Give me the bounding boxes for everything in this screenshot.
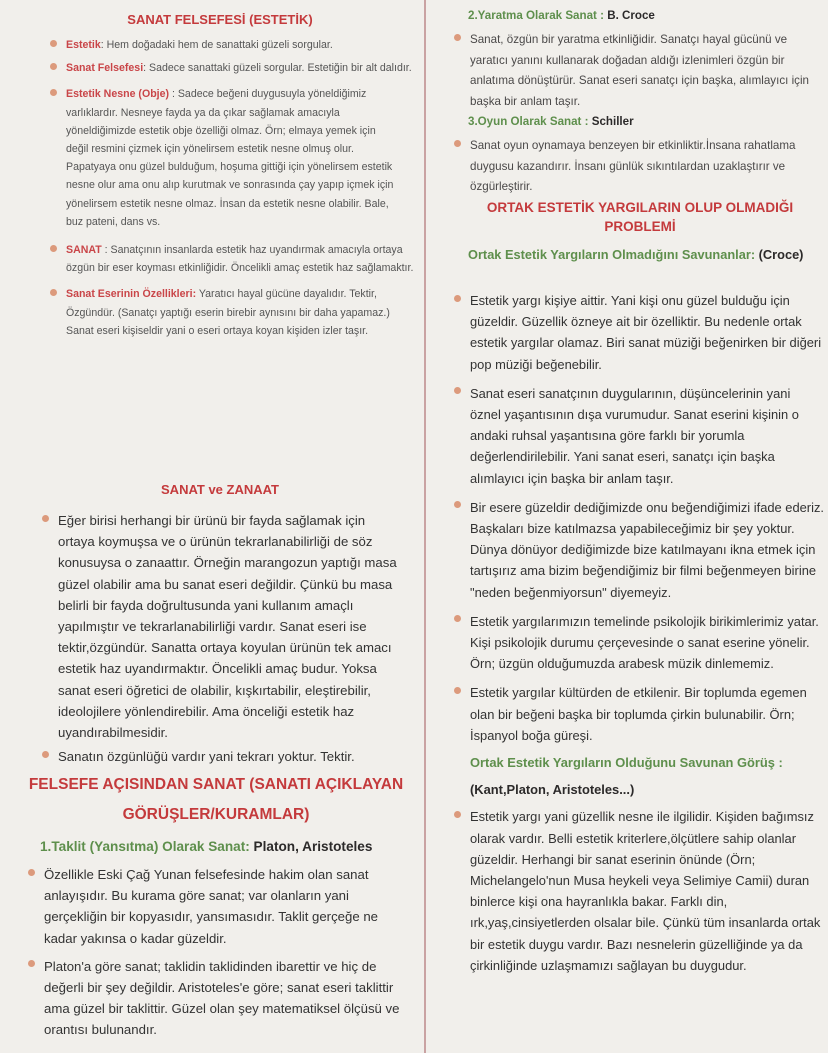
bullet-icon — [28, 869, 35, 876]
list-item — [38, 746, 408, 767]
definition-term: Estetik — [66, 39, 101, 51]
bullet-icon — [454, 811, 461, 818]
column-divider — [424, 0, 426, 1053]
bullet-icon — [454, 387, 461, 394]
definition-item — [46, 285, 416, 340]
olmadigi-name: (Croce) — [755, 247, 804, 262]
oyun-item — [450, 136, 820, 198]
bullet-icon — [50, 89, 57, 96]
definition-item — [46, 36, 416, 54]
list-item — [450, 497, 824, 603]
bullet-icon — [42, 515, 49, 522]
list-item — [450, 290, 824, 375]
yaratma-heading — [468, 6, 818, 27]
list-item-text: Estetik yargılar kültürden de etkilenir. Bir toplumda egemen olan bir beğeni başka bir toplumda çirkin bulunabilir. Örn; İspanyol boğa güreşi. — [470, 685, 807, 743]
list-item-text: Sanat, özgün bir yaratma etkinliğidir. Sanatçı hayal gücünü ve yaratıcı yanını kullanarak doğadan aldığı izlenimleri özgün bir anlatıma dönüştürür. Sanat eseri sanatçı için başka, alımlayıcı için başka bir anlam taşır. — [470, 33, 809, 108]
definition-term: Estetik Nesne (Obje) — [66, 88, 170, 101]
bullet-icon — [454, 34, 461, 41]
section-title-kuramlar: FELSEFE AÇISINDAN SANAT (SANATI AÇIKLAYAN GÖRÜŞLER/KURAMLAR) — [28, 776, 404, 823]
oyun-name: Schiller — [588, 115, 634, 128]
oldugu-heading: Ortak Estetik Yargıların Olduğunu Savunan Görüş : — [470, 755, 783, 771]
olmadigi-list — [450, 290, 824, 976]
taklit-names: Platon, Aristoteles — [249, 839, 373, 854]
bullet-icon — [454, 687, 461, 694]
oyun-label: 3.Oyun Olarak Sanat : — [468, 115, 589, 128]
list-item-text: Estetik yargı kişiye aittir. Yani kişi onu güzel bulduğu için güzeldir. Güzellik özneye ait bir özelliktir. Bu nedenle ortak estetik yargılar olamaz. Biri sanat müziği beğenirken bir diğeri pop müziği beğenebilir. — [470, 293, 822, 372]
list-item — [24, 864, 408, 949]
oldugu-names: (Kant,Platon, Aristoteles...) — [470, 782, 635, 798]
list-item-text: Platon'a göre sanat; taklidin taklidinden ibarettir ve hiç de değerli bir şey değildir. Aristoteles'e göre; sanat eseri taklittir ama güzel bir taklittir. Güzel olan şey matematiksel ölçüsü ve orantısı bulunandır. — [44, 958, 400, 1038]
definition-item — [46, 59, 416, 77]
list-item — [24, 956, 408, 1041]
definition-item — [46, 241, 416, 277]
list-item — [450, 806, 824, 976]
bullet-icon — [50, 40, 57, 47]
definition-term: SANAT — [66, 244, 102, 257]
definition-item — [46, 85, 416, 231]
definition-term: Sanat Felsefesi — [66, 62, 144, 75]
list-item-text: Sanat oyun oynamaya benzeyen bir etkinliktir.İnsana rahatlama duygusu kazandırır. İnsanı günlük sıkıntılardan uzaklaştırır ve özgürleştirir. — [470, 139, 796, 193]
definition-text: Yaratıcı hayal gücüne dayalıdır. Tektir, Özgündür. (Sanatçı yaptığı eserin birebir aynısını bir daha yapamaz.) Sanat eseri kişiseldir yani o eseri ortaya koyan kişiden izler taşır. — [66, 288, 390, 337]
taklit-label: 1.Taklit (Yansıtma) Olarak Sanat: — [40, 839, 250, 854]
bullet-icon — [50, 245, 57, 252]
section-title-zanaat: SANAT ve ZANAAT — [161, 482, 279, 497]
definition-text: : Sadece beğeni duygusuyla yöneldiğimiz varlıklardır. Nesneye fayda ya da çıkar sağlamak amacıyla yöneldiğimizde estetik obje özelliği olmaz. Örn; elmaya yemek için değil resmini çizmek için yönelirsem estetik nesne olmuş olur. Papatyaya onu güzel bulduğum, hoşuma gittiği için yönelirsem estetik nesne olur ama onu alıp kurutmak ve sonrasında çay yapıp içmek için yönelirsem estetik nesne olmaz. İnsan da estetik nesne olabilir. Bale, buz pateni, dans vs. — [66, 88, 394, 228]
list-item-text: Estetik yargılarımızın temelinde psikolojik birikimlerimiz yatar. Kişi psikolojik durumu çerçevesinde o sanat eserine yönelir. Örn; üzgün olduğumuzda arabesk müzik dinlememiz. — [470, 613, 819, 672]
list-item — [450, 611, 824, 675]
list-item-text: Bir esere güzeldir dediğimizde onu beğendiğimizi ifade ederiz. Başkaları bize katılmazsa yapabileceğimiz bir şey yoktur. Dünya dönüyor dediğimizde bize katılmayanı ikna etmek için tartışırız ama bizim beğendiğimiz bir filmi beğenmeyen birine "neden beğenmiyorsun" diyemeyiz. — [470, 499, 824, 600]
olmadigi-label: Ortak Estetik Yargıların Olmadığını Savunanlar: — [468, 247, 756, 262]
bullet-icon — [42, 751, 49, 758]
list-item-text: Estetik yargı yani güzellik nesne ile ilgilidir. Kişiden bağımsız olarak vardır. Belli estetik kriterlere,ölçütlere sahip olanlar güzeldir. Herhangi bir sanat eserinin önünde (Örn; Michelangelo'nun Musa heykeli veya Selimiye Camii) duran binlerce kişi ona hayranlıkla bakar. Farklı din, ırk,yaş,cinsiyetlerden olsalar bile. Çünkü tüm insanlarda ortak bir estetik duygu vardır. Bazı nesnelerin güzelliğinde ya da çirkinliğinde uzlaşmamızı sağlayan bu duygudur. — [470, 809, 821, 973]
list-item-text: Sanatın özgünlüğü vardır yani tekrarı yoktur. Tektir. — [58, 749, 355, 765]
definition-text: : Sanatçının insanlarda estetik haz uyandırmak amacıyla ortaya özgün bir eser koyması etkinliğidir. Öncelikli amaç estetik haz sağlamaktır. — [66, 244, 414, 275]
definition-text: : Hem doğadaki hem de sanattaki güzeli sorgular. — [100, 39, 333, 51]
bullet-icon — [50, 289, 57, 296]
bullet-icon — [454, 140, 461, 147]
bullet-icon — [454, 501, 461, 508]
bullet-icon — [454, 615, 461, 622]
olmadigi-heading — [468, 244, 818, 265]
bullet-icon — [28, 960, 35, 967]
list-item — [450, 682, 824, 746]
list-item-text: Eğer birisi herhangi bir ürünü bir fayda sağlamak için ortaya koymuşsa ve o ürünün tekrarlanabilirliği de söz konusuysa o zanaattır. Örneğin marangozun yaptığı masa güzel olabilir ama bu sanat eseri değildir. Çünkü bu masa belirli bir fayda doğrultusunda yani kullanım amaçlı yapılmıştır ve tekrarlanabilirliği vardır. Sanat eseri ise tektir,özgündür. Sanatta ortaya koyulan ürünün tek amacı estetik haz uyandırmaktır. Öncelikli amaç budur. Yoksa sanat eseri öğretici de olabilir, kışkırtabilir, eleştirebilir, ideolojilere yönlendirebilir. Ama önceliği estetik haz uyandırabilmesidir. — [58, 513, 397, 741]
section-title-ortak: ORTAK ESTETİK YARGILARIN OLUP OLMADIĞI PROBLEMİ — [486, 200, 794, 234]
list-item-text: Özellikle Eski Çağ Yunan felsefesinde hakim olan sanat anlayışıdır. Bu kurama göre sanat; var olanların yani gerçekliğin bir kopyasıdır, yansımasıdır. Taklit gerçeğe ne kadar yakınsa o kadar güzeldir. — [44, 867, 379, 946]
yaratma-name: B. Croce — [603, 9, 655, 22]
zanaat-list — [38, 510, 408, 767]
list-item — [450, 383, 824, 489]
yaratma-label: 2.Yaratma Olarak Sanat : — [468, 9, 604, 22]
section-title-estetik: SANAT FELSEFESİ (ESTETİK) — [127, 12, 313, 27]
bullet-icon — [454, 295, 461, 302]
taklit-list — [24, 864, 408, 1041]
yaratma-item — [450, 30, 820, 112]
definition-term: Sanat Eserinin Özellikleri: — [66, 288, 197, 301]
oyun-heading — [468, 112, 818, 133]
list-item-text: Sanat eseri sanatçının duygularının, düşüncelerinin yani öznel yaşantısının dışa vurumudur. Sanat eserini kişinin o andaki ruhsal yaşantısına göre farklı bir yorumla değerlendirilebilir. Yani sanat eseri, sanatçı için başka alımlayıcı için başka bir anlam taşır. — [470, 385, 799, 486]
definitions-list — [46, 36, 416, 340]
taklit-heading — [40, 836, 420, 857]
bullet-icon — [50, 63, 57, 70]
definition-text: : Sadece sanattaki güzeli sorgular. Estetiğin bir alt dalıdır. — [143, 62, 412, 75]
list-item — [38, 510, 408, 743]
